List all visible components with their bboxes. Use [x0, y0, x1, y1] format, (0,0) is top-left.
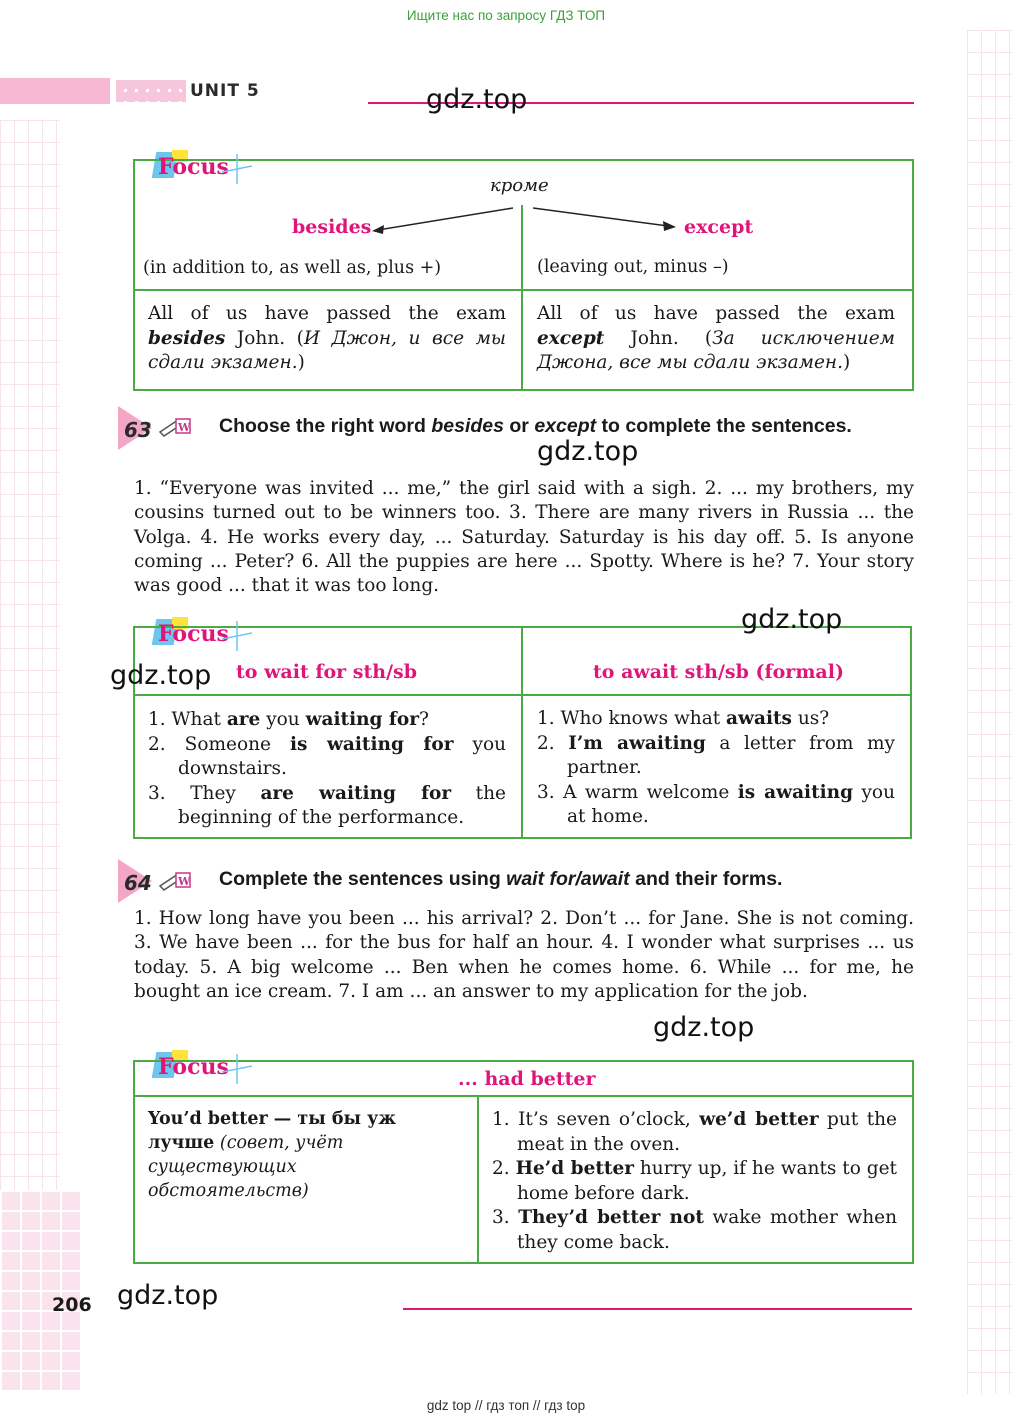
exercise-63-task: Choose the right word besides or except to complete the sentences.: [219, 415, 852, 437]
sparkle-icon: [222, 621, 252, 651]
background-pattern-right: [967, 30, 1012, 1394]
writing-icon: [158, 416, 192, 438]
watermark: gdz.top: [653, 1012, 755, 1043]
svg-text:W: W: [178, 875, 191, 888]
background-pattern-left: [0, 120, 60, 1214]
sparkle-icon: [222, 1054, 252, 1084]
focus3-head: ... had better: [458, 1068, 596, 1090]
watermark: gdz.top: [110, 660, 212, 691]
focus-divider: [133, 289, 914, 291]
focus3-left-note: You’d better — ты бы уж лучше (совет, учёт существующих обстоятельств): [148, 1109, 397, 1201]
background-grid-corner: [0, 1190, 80, 1390]
focus-label: Focus: [158, 621, 229, 647]
focus-label: Focus: [158, 1054, 229, 1080]
focus1-left-gloss: (in addition to, as well as, plus +): [143, 258, 442, 278]
arrows-diagram: [368, 200, 688, 240]
watermark: gdz.top: [117, 1280, 219, 1311]
focus-divider: [521, 626, 523, 838]
header-squares: [116, 80, 186, 102]
watermark: gdz.top: [426, 84, 528, 115]
page-number: 206: [52, 1294, 92, 1316]
focus1-right-gloss: (leaving out, minus –): [537, 257, 729, 277]
writing-icon: [158, 870, 192, 892]
exercise-64-text: 1. How long have you been ... his arrival? 2. Don’t ... for Jane. She is not coming. 3. We have been ... for the bus for half an hour. 4. I wonder what surprises ... us today. 5. A big welcome ... Ben when he comes home. 6. While ... for me, he bought an ice cream. 7. I am ... an answer to my application for the job.: [134, 908, 914, 1002]
exercise-number: 63: [124, 418, 152, 442]
exercise-63-text: 1. “Everyone was invited ... me,” the girl said with a sigh. 2. ... my brothers, my cousins turned out to be winners too. 3. There are many rivers in Russia ... the Volga. 4. He works every day, ... Saturday. Saturday is his day off. 5. Is anyone coming ... Peter? 6. All the puppies are here ... Spotty. Where is he? 7. Your story was good ... that it was too long.: [134, 478, 914, 597]
focus2-left-examples: 1. What are you waiting for? 2. Someone is waiting for you downstairs. 3. They are waiting for the beginning of the performance.: [148, 709, 506, 828]
header-bar: [0, 78, 110, 104]
focus1-left-word: besides: [292, 216, 372, 238]
focus2-right-examples: 1. Who knows what awaits us? 2. I’m awaiting a letter from my partner. 3. A warm welcome is awaiting you at home.: [537, 708, 895, 827]
focus1-left-example: All of us have passed the exam besides John. (И Джон, и все мы сдали экзамен.): [148, 303, 506, 373]
focus-divider: [133, 1095, 914, 1097]
footer-rule: [403, 1308, 912, 1310]
exercise-64-task: Complete the sentences using wait for/await and their forms.: [219, 868, 783, 890]
exercise-number: 64: [124, 871, 152, 895]
focus1-right-example: All of us have passed the exam except John. (За исключением Джона, все мы сдали экзамен.): [537, 303, 895, 373]
svg-text:W: W: [178, 421, 191, 434]
bottom-links[interactable]: gdz top // гдз топ // гдз top: [426, 1398, 586, 1413]
watermark: gdz.top: [537, 436, 639, 467]
focus-divider: [477, 1095, 479, 1263]
focus-divider: [133, 694, 912, 696]
sparkle-icon: [222, 154, 252, 184]
top-search-link[interactable]: Ищите нас по запросу ГДЗ ТОП: [406, 8, 606, 23]
focus1-top-word: кроме: [490, 175, 549, 196]
focus2-right-head: to await sth/sb (formal): [593, 661, 844, 683]
focus1-right-word: except: [684, 216, 754, 238]
focus2-left-head: to wait for sth/sb: [236, 661, 418, 683]
watermark: gdz.top: [741, 604, 843, 635]
unit-label: UNIT 5: [190, 81, 260, 101]
focus3-right-examples: 1. It’s seven o’clock, we’d better put the meat in the oven. 2. He’d better hurry up, if he wants to get home before dark. 3. They’d better not wake mother when they come back.: [492, 1109, 897, 1253]
focus-label: Focus: [158, 154, 229, 180]
